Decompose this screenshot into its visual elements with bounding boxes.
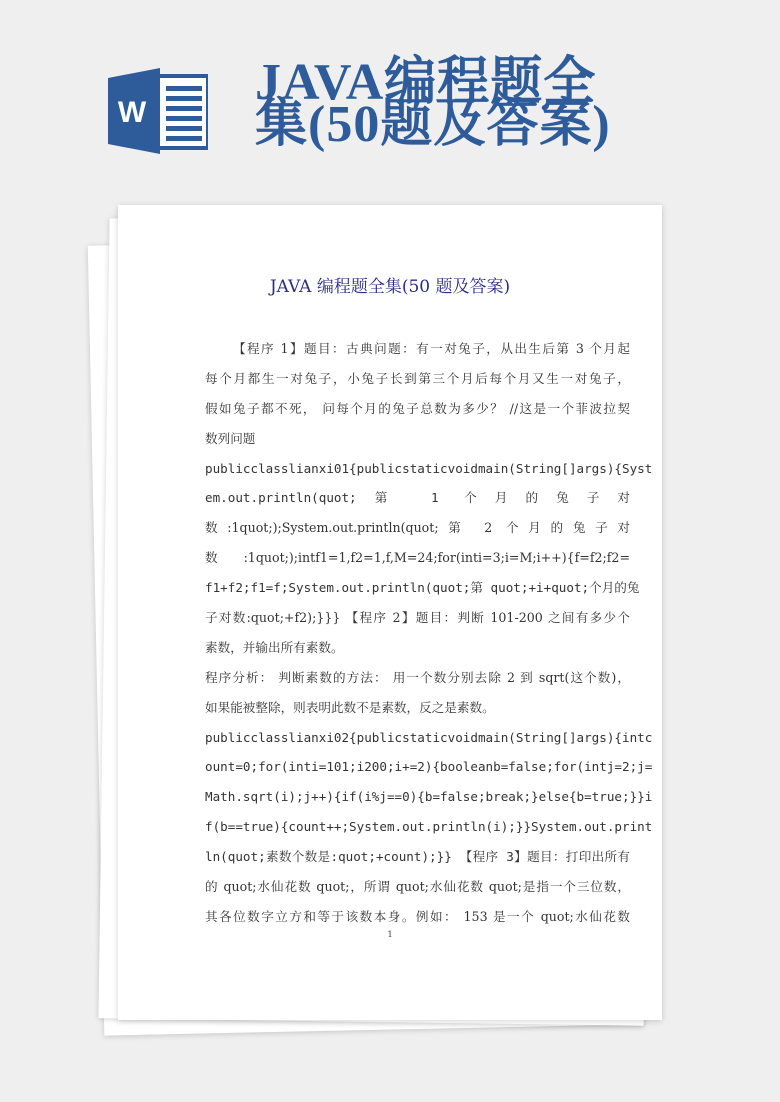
text-line: 其各位数字立方和等于该数本身。例如： 153 是一个 quot;水仙花数 <box>205 908 630 924</box>
text-line: ln(quot;素数个数是:quot;+count);}} 【程序 3】题目：打印出所有 <box>205 849 630 865</box>
text-line: 的 quot;水仙花数 quot;，所谓 quot;水仙花数 quot;是指一个三位数， <box>205 879 630 895</box>
text-line: 素数，并输出所有素数。 <box>205 639 344 655</box>
page-number: 1 <box>387 930 393 939</box>
word-icon <box>108 68 208 154</box>
text-line: 【程序 1】题目：古典问题：有一对兔子，从出生后第 3 个月起 <box>233 341 630 356</box>
hero-title-line: 集(50题及答案) <box>255 96 611 153</box>
text-line: 数:1quot;);intf1=1,f2=1,f,M=24;for(inti=3;i=M;i++){f=f2;f2= <box>205 550 630 566</box>
text-line: 程序分析： 判断素数的方法： 用一个数分别去除 2 到 sqrt(这个数)， <box>205 669 630 685</box>
text-line: 数列问题 <box>205 430 256 446</box>
text-line: f(b==true){count++;System.out.println(i);}}System.out.print <box>205 819 653 835</box>
hero-title-line: JAVA编程题全 <box>255 54 597 111</box>
text-line: 假如兔子都不死， 问每个月的兔子总数为多少？ //这是一个菲波拉契 <box>205 400 630 416</box>
text-line: f1+f2;f1=f;System.out.println(quot;第 quot;+i+quot;个月的兔 <box>205 580 640 596</box>
text-line: publicclasslianxi02{publicstaticvoidmain(String[]args){intc <box>205 729 653 745</box>
document-body <box>205 334 653 932</box>
document-title: JAVA 编程题全集(50 题及答案) <box>269 277 511 297</box>
svg-text:W: W <box>117 96 147 129</box>
text-line: publicclasslianxi01{publicstaticvoidmain(String[]args){Syst <box>205 460 653 476</box>
text-line: 子对数:quot;+f2);}}} 【程序 2】题目：判断 101-200 之间有多少个 <box>205 610 630 626</box>
text-line: 每个月都生一对兔子，小兔子长到第三个月后每个月又生一对兔子， <box>205 370 630 386</box>
text-line: Math.sqrt(i);j++){if(i%j==0){b=false;break;}else{b=true;}}i <box>205 789 653 805</box>
text-line: 如果能被整除，则表明此数不是素数，反之是素数。 <box>205 699 495 715</box>
hero-title <box>255 54 635 153</box>
text-line: 数:1quot;);System.out.println(quot;第 2 个月的兔子对 <box>205 520 630 536</box>
text-line: em.out.println(quot;第 1 个月的兔子对 <box>205 490 630 506</box>
text-line: ount=0;for(inti=101;i200;i+=2){booleanb=false;for(intj=2;j= <box>205 759 653 775</box>
